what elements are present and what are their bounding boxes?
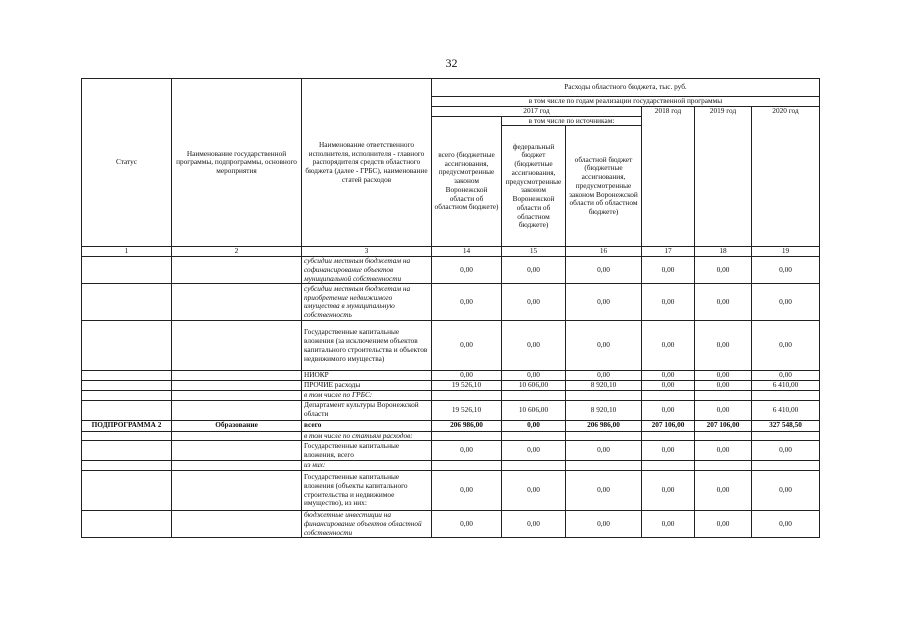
row-value: 0,00 [752,471,820,511]
row-value: 0,00 [752,257,820,284]
row-program-name [172,257,302,284]
row-value: 0,00 [695,321,752,371]
row-value: 0,00 [502,441,566,461]
column-number: 17 [642,247,695,257]
column-number: 18 [695,247,752,257]
row-value [695,461,752,471]
row-value: 207 106,00 [642,420,695,431]
row-status [82,400,172,420]
row-value: 6 410,00 [752,381,820,391]
row-value: 0,00 [752,371,820,381]
row-expense-label: в том числе по статьям расходов: [302,431,432,441]
row-program-name: Образование [172,420,302,431]
header-by-years: в том числе по годам реализации государственной программы [432,97,820,107]
row-value: 0,00 [642,471,695,511]
row-value: 0,00 [752,511,820,538]
row-program-name [172,381,302,391]
row-expense-label: НИОКР [302,371,432,381]
table-row [82,400,820,420]
row-value: 0,00 [432,511,502,538]
row-expense-label: субсидии местным бюджетам на приобретение недвижимого имущества в муниципальную собственность [302,284,432,321]
row-value: 0,00 [752,284,820,321]
row-program-name [172,511,302,538]
row-value: 0,00 [502,371,566,381]
row-value: 0,00 [642,371,695,381]
row-value: 0,00 [566,371,642,381]
row-value: 0,00 [566,257,642,284]
row-expense-label: бюджетные инвестиции на финансирование объектов областной собственности [302,511,432,538]
row-status [82,390,172,400]
row-expense-label: в том числе по ГРБС: [302,390,432,400]
table-row [82,321,820,371]
row-value: 0,00 [695,257,752,284]
row-value: 0,00 [695,441,752,461]
table-row [82,284,820,321]
row-value: 0,00 [642,321,695,371]
row-value: 0,00 [566,284,642,321]
row-value: 19 526,10 [432,400,502,420]
row-value: 0,00 [502,321,566,371]
row-status [82,257,172,284]
row-value: 0,00 [642,284,695,321]
header-year-2020: 2020 год [752,106,820,247]
row-status: ПОДПРОГРАММА 2 [82,420,172,431]
row-value: 0,00 [502,471,566,511]
row-expense-label: всего [302,420,432,431]
row-expense-label: Государственные капитальные вложения, всего [302,441,432,461]
row-value: 19 526,10 [432,381,502,391]
row-program-name [172,441,302,461]
header-expenses-title: Расходы областного бюджета, тыс. руб. [432,79,820,97]
row-status [82,381,172,391]
column-number: 2 [172,247,302,257]
table-row [82,371,820,381]
row-program-name [172,471,302,511]
row-value: 0,00 [642,381,695,391]
header-by-sources: в том числе по источникам: [502,116,642,126]
table-row [82,257,820,284]
row-value [642,461,695,471]
row-expense-label: ПРОЧИЕ расходы [302,381,432,391]
row-value: 0,00 [695,400,752,420]
row-value [432,431,502,441]
row-value: 0,00 [566,471,642,511]
row-value [642,431,695,441]
row-expense-label: Государственные капитальные вложения (объекты капитального строительства и недвижимое имущество), из них: [302,471,432,511]
row-value: 0,00 [695,471,752,511]
row-value: 0,00 [432,441,502,461]
header-year-2019: 2019 год [695,106,752,247]
row-value: 0,00 [752,441,820,461]
row-value [432,390,502,400]
row-program-name [172,284,302,321]
column-number: 19 [752,247,820,257]
row-value [502,461,566,471]
row-value: 327 548,50 [752,420,820,431]
row-expense-label: Государственные капитальные вложения (за исключением объектов капитального строительства и объектов недвижимого имущества) [302,321,432,371]
row-value: 0,00 [695,371,752,381]
table-row [82,420,820,431]
table-row [82,471,820,511]
row-status [82,284,172,321]
column-number: 16 [566,247,642,257]
row-status [82,441,172,461]
column-number: 14 [432,247,502,257]
header-total-col: всего (бюджетные ассигнования, предусмотренные законом Воронежской области об областном бюджете) [432,116,502,247]
budget-table [81,78,820,538]
row-value: 0,00 [566,511,642,538]
header-year-2017: 2017 год [432,106,642,116]
row-value: 0,00 [502,257,566,284]
row-value: 0,00 [642,511,695,538]
row-value: 8 920,10 [566,381,642,391]
column-number: 15 [502,247,566,257]
header-status: Статус [82,79,172,247]
row-program-name [172,321,302,371]
row-value [695,431,752,441]
row-status [82,461,172,471]
row-status [82,431,172,441]
row-value: 6 410,00 [752,400,820,420]
row-value [566,431,642,441]
row-value: 0,00 [432,321,502,371]
row-value: 10 606,00 [502,381,566,391]
row-program-name [172,431,302,441]
row-value: 0,00 [502,511,566,538]
row-value [432,461,502,471]
header-regional-col: областной бюджет (бюджетные ассигнования, предусмотренные законом Воронежской области об областном бюджете) [566,126,642,247]
row-value: 0,00 [566,441,642,461]
row-value: 0,00 [695,511,752,538]
row-value [695,390,752,400]
row-value: 0,00 [752,321,820,371]
header-year-2018: 2018 год [642,106,695,247]
row-value: 0,00 [695,381,752,391]
row-value [566,461,642,471]
row-value: 0,00 [566,321,642,371]
row-program-name [172,400,302,420]
table-row [82,431,820,441]
row-value [502,431,566,441]
row-value: 0,00 [502,420,566,431]
header-executor: Наименование ответственного исполнителя, исполнителя - главного распорядителя средств областного бюджета (далее - ГРБС), наименование статей расходов [302,79,432,247]
row-value [642,390,695,400]
row-value [752,431,820,441]
row-status [82,321,172,371]
row-value: 206 986,00 [432,420,502,431]
table-row [82,381,820,391]
row-expense-label: из них: [302,461,432,471]
row-expense-label: субсидии местным бюджетам на софинансирование объектов муниципальной собственности [302,257,432,284]
row-value: 0,00 [432,471,502,511]
table-row [82,461,820,471]
row-value [566,390,642,400]
row-value [502,390,566,400]
table-row [82,441,820,461]
row-program-name [172,371,302,381]
row-value: 0,00 [642,400,695,420]
row-value [752,390,820,400]
row-status [82,371,172,381]
row-value: 0,00 [642,441,695,461]
row-program-name [172,390,302,400]
column-number: 3 [302,247,432,257]
header-federal-col: федеральный бюджет (бюджетные ассигнования, предусмотренные законом Воронежской области об областном бюджете) [502,126,566,247]
row-value: 0,00 [502,284,566,321]
row-value: 0,00 [695,284,752,321]
table-row [82,390,820,400]
row-value: 0,00 [432,284,502,321]
row-value: 0,00 [432,257,502,284]
row-status [82,471,172,511]
row-value: 0,00 [642,257,695,284]
row-value: 0,00 [432,371,502,381]
column-numbers-row [82,247,820,257]
row-program-name [172,461,302,471]
row-status [82,511,172,538]
row-value [752,461,820,471]
row-value: 8 920,10 [566,400,642,420]
row-value: 206 986,00 [566,420,642,431]
row-value: 207 106,00 [695,420,752,431]
page-number: 32 [445,56,458,70]
header-program-name: Наименование государственной программы, подпрограммы, основного мероприятия [172,79,302,247]
column-number: 1 [82,247,172,257]
table-row [82,511,820,538]
row-expense-label: Департамент культуры Воронежской области [302,400,432,420]
row-value: 10 606,00 [502,400,566,420]
